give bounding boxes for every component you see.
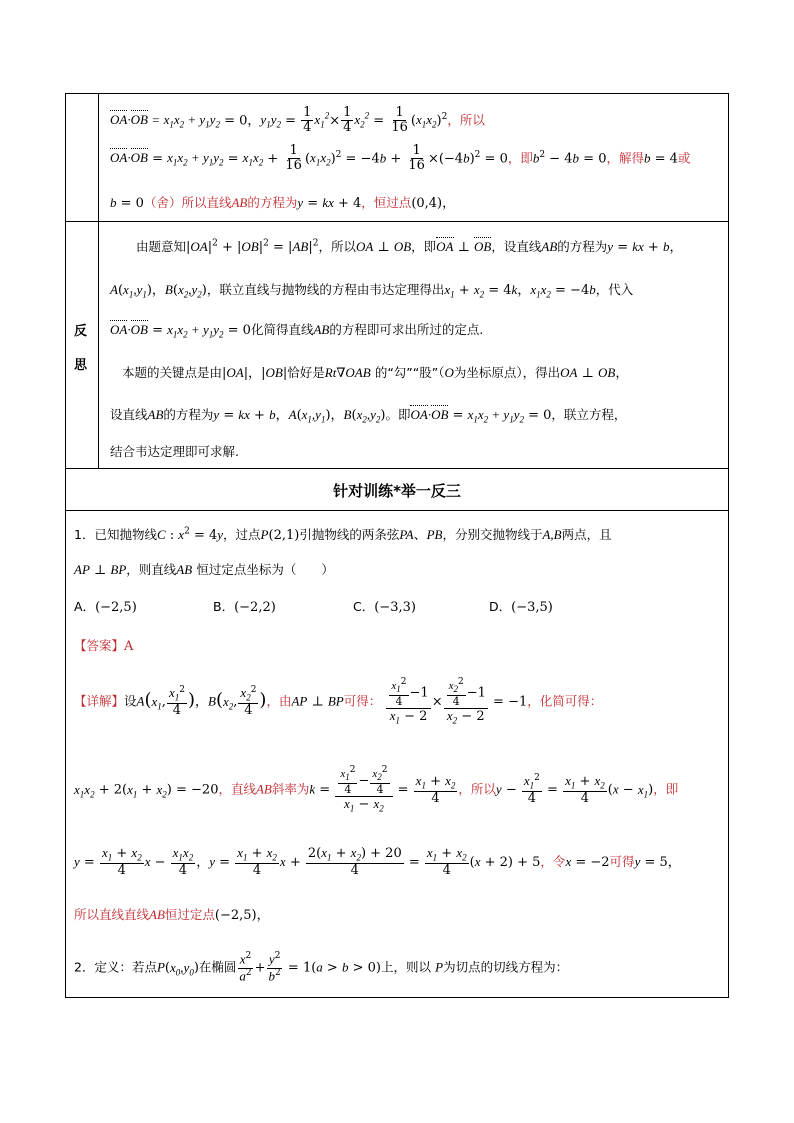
table-divider [66,468,728,469]
document-table [65,93,729,998]
reflection-line-3: $OA\cdot OB = x_1x_2 + y_1y_2 = 0$化简得直线AB的方程即可求出所过的定点. [110,322,484,340]
option-b: B．(−2,2) [213,599,276,615]
text-fragment: ，由 [266,693,292,709]
text-fragment: 2．定义：若点 [74,959,157,975]
reflection-line-4: 本题的关键点是由|OA|，|OB|恰好是Rt∇OAB 的“勾”“股”（O为坐标原点），得出OA ⊥ OB， [122,365,629,381]
text-fragment: 设 [124,693,137,709]
solution-line-1: $OA\cdot OB = x_1x_2 + y_1y_2 = 0$，$y_1y_2$ = $\frac{1}{4}$ $x_1^2\times$ $\frac{1}{4}$ $x_2^2$ = $\frac{1}{16}$ $(x_1x_2)^2$，所以 [110,105,485,136]
text-fragment: ，所以 [458,781,496,797]
text-fragment: ，解得 [606,150,644,166]
text-fragment: 可得： [343,693,382,709]
solution-line-2: $OA\cdot OB = x_1x_2 + y_1y_2 = x_1x_2$ + $\frac{1}{16}$ $(x_1x_2)^2 = -4b$ + $\frac{1}{16}$ $\times(-4b)^2 = 0$，即$b^2 - 4b = 0$，解得b = 4或 [110,143,691,174]
table-column-divider [98,94,99,468]
text-fragment: ，即 [507,150,533,166]
text-fragment: ，则直线 [126,562,177,577]
text-fragment: ，分别交抛物线于 [442,527,543,542]
text-fragment: 由题意知 [136,239,187,254]
text-fragment: 本题的关键点是由 [122,365,223,380]
text-fragment: ，恒过点 [361,195,412,210]
text-fragment: ，化简可得： [527,693,603,709]
text-fragment: 或 [677,150,691,166]
text-fragment: 上，则以 [380,959,431,975]
text-fragment: 的方程为 [247,195,298,210]
text-fragment: 为坐标原点），得出 [453,365,561,380]
text-fragment: 的方程即可求出所过的定点. [329,322,484,337]
option-b-label: B． [213,599,235,614]
text-fragment: 的方程为 [557,239,608,254]
detail-line-3: y = $\frac{x_1 + x_2}{4}$ x − $\frac{x_1x_2}{4}$ ，y = $\frac{x_1 + x_2}{4}$ x + $\frac{2(x_1 + x_2) + 20}{4}$ = $\frac{x_1 + x_2}{4}$ (x + 2) + 5，令x = −2可得y = 5， [74,845,681,879]
solution-line-3: b = 0（舍）所以直线AB的方程为y = kx + 4，恒过点(0,4)， [110,195,456,211]
text-fragment: ，联立方程， [551,407,627,422]
reflection-label-2: 思 [74,358,88,373]
text-fragment: ，即 [653,781,679,797]
text-fragment: 为切点的切线方程为： [443,959,569,975]
detail-line-1: 【详解】设$A(x_1$, $\frac{x_1^2}{4}$ )，$B(x_2$, $\frac{x_2^2}{4}$ )，由AP ⊥ BP可得： $\frac{x_1^2}{4}$ −1 $x_1 - 2$ × $\frac{x_2^2}{4}$ −1 $x_2 - 2$ = −1，化简可得： [74,677,603,726]
text-fragment: ，直线 [218,781,256,797]
detail-line-2: $x_1x_2 + 2(x_1 + x_2) = -20$，直线AB斜率为k = $\frac{x_1^2}{4}$ − $\frac{x_2^2}{4}$ $x_1 - x_2$ = $\frac{x_1 + x_2}{4}$ ，所以y − $\frac{x_1^2}{4}$ = $\frac{x_1 + x_2}{4}$ $(x - x_1)$，即 [74,765,679,814]
text-fragment: 引抛物线的两条弦 [299,527,400,542]
option-c: C．(−3,3) [353,599,416,615]
answer-label: 【答案】 [74,638,125,653]
text-fragment: 恰好是 [287,365,325,380]
option-a: A．(−2,5) [74,599,137,615]
option-d-label: D． [489,599,512,614]
option-a-label: A． [74,599,96,614]
option-d: D．(−3,5) [489,599,553,615]
answer-line [74,636,133,654]
text-fragment: 。即 [385,407,411,422]
question-1-options [74,597,553,615]
reflection-line-5: 设直线AB的方程为y = kx + b，$A(x_1,y_1)$，$B(x_2,y_2)$。即$OA\cdot OB = x_1x_2 + y_1y_2 = 0$，联立方程， [110,407,627,425]
reflection-label-1: 反 [74,324,88,339]
text-fragment: 的方程为 [163,407,214,422]
question-1-line-2: AP ⊥ BP，则直线AB 恒过定点坐标为（ ） [74,562,334,578]
text-fragment: ，所以 [318,239,356,254]
text-fragment: 设直线 [110,407,148,422]
reflection-line-2: $A(x_1,y_1)$，$B(x_2,y_2)$，联立直线与抛物线的方程由韦达定理得出$x_1 + x_2 = 4k$，$x_1x_2 = -4b$，代入 [110,282,634,300]
detail-line-4: 所以直线直线AB恒过定点(−2,5)， [74,907,270,923]
text-fragment: 在椭圆 [198,959,237,975]
detail-label: 【详解】 [74,693,125,709]
text-fragment: ，过点 [223,527,261,542]
text-fragment: ，即 [411,239,437,254]
table-divider [66,510,728,511]
text-fragment: 1．已知抛物线 [74,527,157,542]
text-fragment: 的“勾”“股”（ [374,365,445,380]
section-title: 针对训练*举一反三 [333,482,461,500]
text-fragment: 恒过定点坐标为（ ） [196,562,334,577]
text-fragment: ，设直线 [491,239,542,254]
text-fragment: ，所以 [447,112,485,128]
question-2-line-1: 2．定义：若点$P(x_0,y_0)$在椭圆 $\frac{x^2}{a^2}$ + $\frac{y^2}{b^2}$ = 1(a > b > 0)上，则以 P为切点的切线方程为： [74,951,569,983]
text-fragment: 两点，且 [561,527,612,542]
text-fragment: 斜率为 [271,781,310,797]
text-fragment: ，令 [540,853,566,869]
option-c-label: C． [353,599,375,614]
text-fragment: 所以直线直线 [74,907,150,922]
table-divider [66,221,728,222]
text-fragment: 结合韦达定理即可求解. [110,444,239,459]
text-fragment: ，代入 [595,282,634,297]
reflection-line-1: 由题意知$|OA|^2 + |OB|^2 = |AB|^2$，所以OA ⊥ OB，即OA ⊥ OB，设直线AB的方程为y = kx + b， [136,238,683,255]
text-fragment: 可得 [609,853,635,869]
reflection-line-6 [110,442,239,460]
question-1-line-1: 1．已知抛物线C : $x^2 = 4y$，过点P(2,1)引抛物线的两条弦PA、PB，分别交抛物线于A,B两点，且 [74,526,612,543]
text-fragment: ，联立直线与抛物线的方程由韦达定理得出 [206,282,445,297]
text-fragment: 化简得直线 [250,322,314,337]
text-fragment: 恒过定点 [164,907,215,922]
answer-value: A [124,639,134,654]
text-fragment: （舍）所以直线 [143,195,232,210]
